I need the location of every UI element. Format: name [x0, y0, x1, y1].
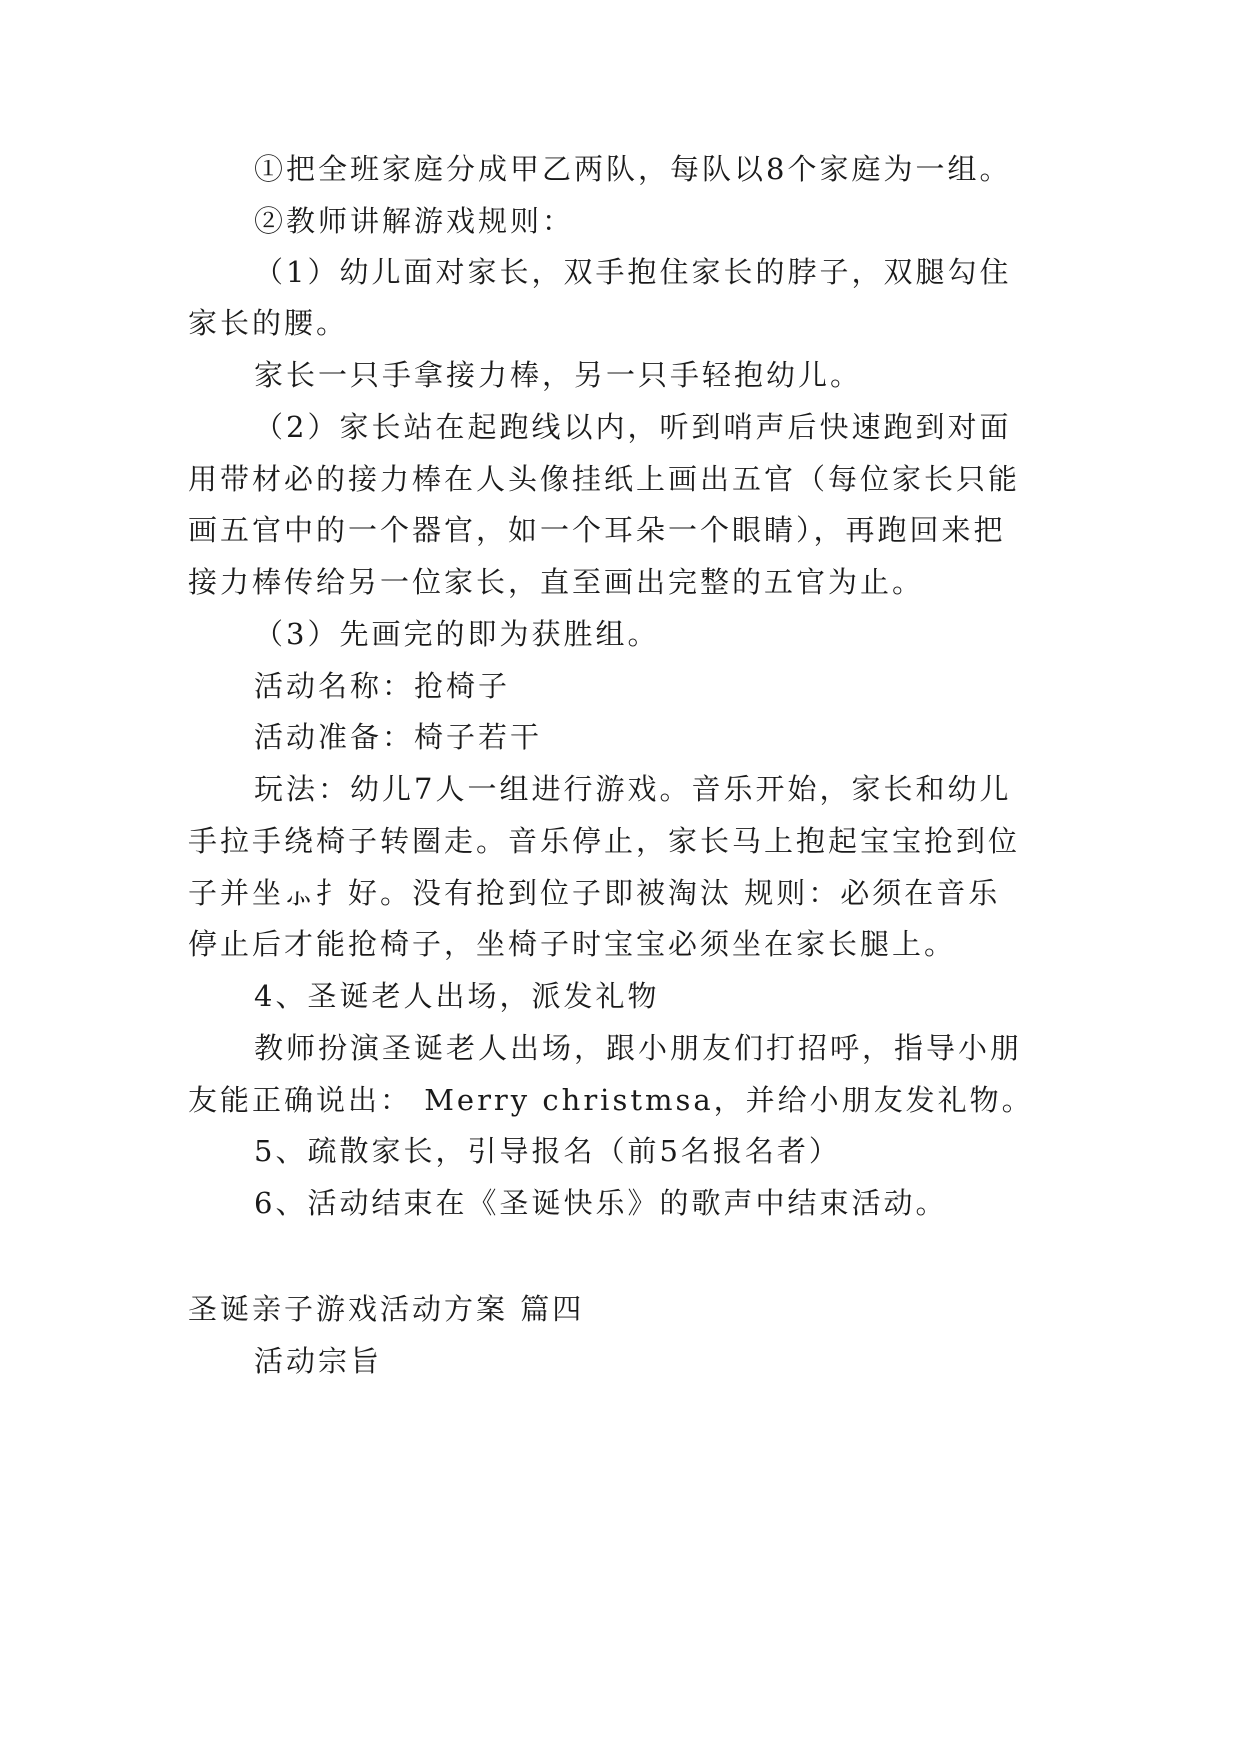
paragraph-line: ②教师讲解游戏规则： [254, 204, 575, 238]
paragraph-line: 活动名称：抢椅子 [254, 669, 511, 703]
paragraph-line: 停止后才能抢椅子，坐椅子时宝宝必须坐在家长腿上。 [188, 927, 957, 961]
paragraph-line: 4、圣诞老人出场，派发礼物 [254, 979, 660, 1013]
paragraph-line: 接力棒传给另一位家长，直至画出完整的五官为止。 [188, 565, 925, 599]
paragraph-line: 家长的腰。 [188, 306, 349, 340]
paragraph-line: 家长一只手拿接力棒，另一只手轻抱幼儿。 [254, 358, 863, 392]
paragraph-line: 教师扮演圣诞老人出场，跟小朋友们打招呼，指导小朋 [254, 1031, 1023, 1065]
paragraph-line: 手拉手绕椅子转圈走。音乐停止，家长马上抱起宝宝抢到位 [188, 824, 1021, 858]
paragraph-line: 6、活动结束在《圣诞快乐》的歌声中结束活动。 [254, 1186, 948, 1220]
paragraph-line: （3）先画完的即为获胜组。 [254, 617, 660, 651]
paragraph-line: 用带材必的接力棒在人头像挂纸上画出五官（每位家长只能 [188, 462, 1021, 496]
paragraph-line: ①把全班家庭分成甲乙两队，每队以8个家庭为一组。 [254, 152, 1012, 186]
section-heading: 圣诞亲子游戏活动方案 篇四 [188, 1292, 585, 1326]
paragraph-line: （1）幼儿面对家长，双手抱住家长的脖子，双腿勾住 [254, 255, 1012, 289]
paragraph-line: 友能正确说出： Merry christmsa，并给小朋友发礼物。 [188, 1083, 1034, 1117]
paragraph-line: 活动宗旨 [254, 1344, 383, 1378]
paragraph-line: 活动准备：椅子若干 [254, 720, 543, 754]
paragraph-line: （2）家长站在起跑线以内，听到哨声后快速跑到对面 [254, 410, 1012, 444]
paragraph-line: 画五官中的一个器官，如一个耳朵一个眼睛），再跑回来把 [188, 513, 1006, 547]
paragraph-line: 玩法：幼儿7人一组进行游戏。音乐开始，家长和幼儿 [254, 772, 1012, 806]
paragraph-line: 5、疏散家长，引导报名（前5名报名者） [254, 1134, 841, 1168]
paragraph-line: 子并坐⺗⺘好。没有抢到位子即被淘汰 规则：必须在音乐 [188, 876, 1001, 910]
